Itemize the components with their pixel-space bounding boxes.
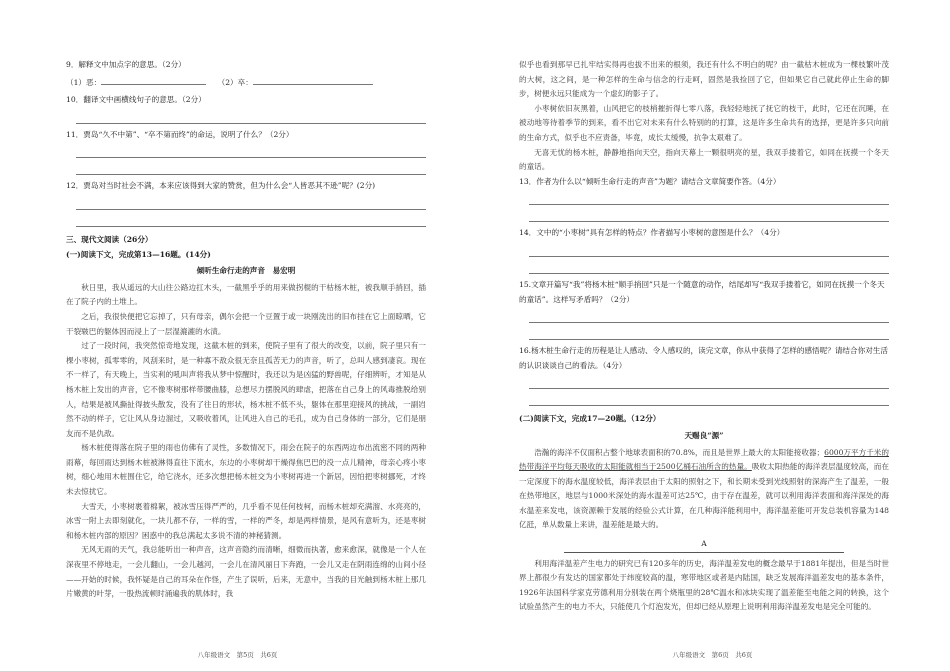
question-13: 13．作者为什么以“倾听生命行走的声音”为题？请结合文章简要作答。（4分） bbox=[519, 176, 781, 186]
answer-line[interactable] bbox=[76, 145, 426, 158]
answer-line[interactable] bbox=[76, 214, 426, 227]
section-heading: 三、现代文阅读（26分） bbox=[66, 234, 153, 244]
section-divider bbox=[519, 537, 889, 553]
question-9: 9．解释文中加点字的意思。（2分） bbox=[66, 60, 186, 69]
part-heading: (一)阅读下文，完成第13—16题。(14分) bbox=[66, 249, 211, 259]
paragraph: 似乎也看到那早已扎牢结实得再也拔不出来的根须，我还有什么不明白的呢？由一截枯木桩成为一棵枝繁叶茂的大树，这之间，是一种怎样的生命与信念的行走呵，固然是我捡回了它，但如果它自己就此停止生命的脚步，树便永远只能成为一个虚幻的影子了。 bbox=[519, 60, 889, 99]
marker-a: A bbox=[701, 539, 707, 549]
question-12: 12．贾岛对当时社会不满，本来应该得到大家的赞赏，但为什么会“人皆恶其不逊”呢？(2分) bbox=[66, 181, 376, 191]
page-6 bbox=[475, 0, 950, 671]
page-footer: 八年级语文 第6页 共6页 bbox=[672, 651, 753, 659]
question-16: 16.杨木桩生命行走的历程是让人感动、令人感叹的，读完文章，你从中获得了怎样的感悟呢？请结合你对生活的认识谈谈自己的看法。（4分） bbox=[519, 346, 888, 370]
question-10: 10．翻译文中画横线句子的意思。（2分） bbox=[66, 95, 206, 105]
paragraph: 小枣树依旧灰黑着，山风把它的枝梢摧折得七零八落，我轻轻地抚了抚它的枝干，此时，它还在沉睡，在被动地等待着季节的到来，看不出它对未来有什么特别的的打算，这是许多生命共有的选择，更是许多只向前的生命方式，似乎也不应责备，毕竟，成长太缓慢，抗争太艰难了。 bbox=[519, 103, 889, 142]
answer-line[interactable] bbox=[529, 393, 889, 406]
answer-line[interactable] bbox=[529, 376, 889, 389]
answer-line[interactable] bbox=[76, 162, 426, 175]
question-14: 14．文中的“小枣树”具有怎样的特点？作者描写小枣树的意图是什么？（4分） bbox=[519, 228, 785, 238]
question-11: 11．贾岛“久不中第”、“卒不第而终”的命运，说明了什么？（2分） bbox=[66, 129, 294, 139]
paragraph: 过了一段时间，我突然惊奇地发现，这截木桩的到来，使院子里有了很大的改变，以前，院子里只有一棵小枣树，孤零零的，风刮来时，是一种寡不敌众很无奈且孤苦无力的声音，听了，总叫人感到凄哀。现在不一样了，有天晚上，当实利的吼叫声将我从梦中惊醒时，我还以为是凶猛的野兽呢，仔细辨听，才知是从杨木桩上发出的声音，它不像枣树那样带腰曲膝，总想尽力摆脱风的肆虐，把落在自己身上的风毒推脱给别人，结果是被风撕扯得披头散发，没有了往日的形状，杨木桩不低不头，躯体在那里迎接风的挑战，一副岿然不动的样子，它让风从身边溜过，又吸收着风，让风进入自己的毛孔，成为自己身体的一部分，它们是朋友而不是仇敌。 bbox=[66, 341, 426, 438]
question-15: 15.文章开篇写“我”将杨木桩“顺手捎回”只是一个随意的动作，结尾却写“我双手搂着它，如同在抚摸一个冬天的童话”。这样写矛盾吗？（2分） bbox=[519, 279, 885, 304]
part-heading: (二)阅读下文，完成17—20题。（12分） bbox=[519, 414, 661, 424]
answer-line[interactable] bbox=[529, 192, 889, 205]
paragraph: 大雪天，小枣树裹着棉絮，被冰雪压得严严的，几乎看不见任何枝柯，而杨木桩却充满溜、水亮亮的，冰雪一附上去即刻就化，一块儿都不存，一样的雪，一样的严冬，却是两样情景，是风有意听为，还是枣树和杨木桩内部的原因？困惑中的我总满起太多说不清的神秘猜测。 bbox=[66, 501, 426, 540]
paragraph: 浩瀚的海洋不仅面积占整个地球表面积的70.8%，而且是世界上最大的太阳能接收器；6000万平方千米的热带海洋平均每天吸收的太阳能就相当于2500亿桶石油所含的热量。吸收太阳热能的海洋表层温度较高，而在一定深度下的海水温度较低，海洋表层由于太阳的照射之下，和长期未受到光线照射的深海产生了温差，一般在热带地区，地层与1000米深处的海水温差可达25℃，由于存在温差，就可以利用海洋表面和海洋深处的海水温差来发电，该资源赖于发展的经验公式计算，在几种海洋能利用中，海洋温差能可开发总装机容量为148亿瓩，单从数量上来讲，温差能是最大的。 bbox=[519, 447, 890, 530]
paragraph: 无风无雨的天气，我总能听出一种声音，这声音隐约而清晰，细微而执著，愈来愈深，就像是一个人在深夜里不停地走，一会儿翻山，一会儿越河，一会儿在清风丽日下奔跑，一会儿又走在阴雨连绵的山间小径——开始的时候，我怀疑是自己的耳朵在作怪，产生了误听，后来，无意中，当我的目光触到杨木桩上那几片嫩黄的叶芽，一股热流顿时涌遍我的肌体时，我 bbox=[66, 545, 426, 599]
answer-line[interactable] bbox=[529, 244, 889, 257]
left-column bbox=[66, 58, 426, 602]
underlined-sentence: 6000万平方千米的热带海洋平均每天吸收的太阳能就相当于2500亿桶石油所含的热量。 bbox=[519, 447, 889, 472]
article-title: 倾听生命行走的声音 易宏明 bbox=[196, 266, 296, 276]
paragraph: 秋日里，我从遥远的大山往公路边扛木头，一截黑乎乎的用来做拐棍的干枯杨木桩，被我顺手捎回，插在了院子内的土堆上。 bbox=[66, 282, 426, 307]
answer-line[interactable] bbox=[529, 261, 889, 274]
page-footer: 八年级语文 第5页 共6页 bbox=[197, 651, 278, 659]
paragraph: 无喜无忧的杨木桩，静静地指向天空，指向天幕上一颗很明亮的星，我双手搂着它，如同在抚摸一个冬天的童话。 bbox=[519, 147, 889, 172]
question-9-blanks: （1）恶： （2）卒： bbox=[66, 76, 426, 91]
answer-blank[interactable] bbox=[253, 76, 373, 85]
answer-line[interactable] bbox=[529, 209, 889, 222]
answer-line[interactable] bbox=[529, 310, 889, 323]
answer-line[interactable] bbox=[529, 327, 889, 340]
paragraph: 利用海洋温差产生电力的研究已有120多年的历史，海洋温差发电的概念最早于1881年提出，但是当时世界上都很少有发达的国家都处于纬度较高的温，寒带地区或者是内陆国，缺乏发展海洋温差发电的基本条件，1926年法国科学家克劳德利用分别装在两个烧瓶里的28℃温水和冰块实现了温差能至电能之间的转换，这个试验虽然产生的电力不大，只能使几个灯泡发光，但却已经从原理上说明利用海洋温差发电是完全可能的。 bbox=[519, 558, 889, 612]
answer-blank[interactable] bbox=[101, 76, 206, 85]
paragraph: 之后，我很快便把它忘掉了，只有母亲，偶尔会把一个豆置于或一块刚洗出的旧布挂在它上面晾晒，它干裂皲巴的躯体因而浸上了一层湿漉漉的水渍。 bbox=[66, 311, 426, 336]
right-column bbox=[519, 58, 889, 615]
answer-line[interactable] bbox=[76, 197, 426, 210]
paragraph: 杨木桩使得落在院子里的雨也仿佛有了灵性，多数情况下，雨会在院子的东西两边布出流密不同的两种雨幕，每回雨达到杨木桩被淋得直往下流水，东边的小枣树却干燥得焦巴巴的没一点儿精神，母亲心疼小枣树，细心地用木桩围住它，给它浇水，还多次想把杨木桩交为小枣树再进一个新居，因怕把枣树挪死，才终未去惊扰它。 bbox=[66, 443, 426, 497]
answer-line[interactable] bbox=[76, 111, 426, 124]
article-title: 天赐良“源” bbox=[684, 430, 724, 440]
